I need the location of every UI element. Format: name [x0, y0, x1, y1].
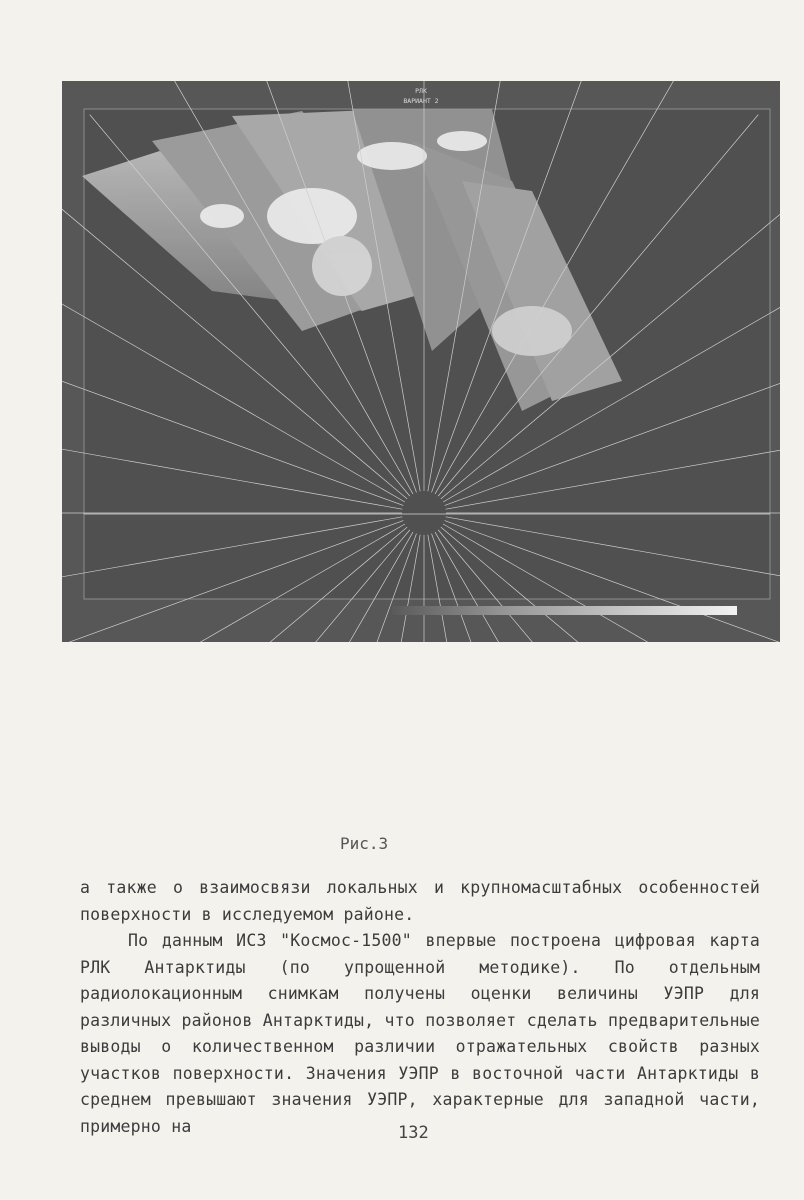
figure-label-line2: ВАРИАНТ 2 — [403, 97, 439, 105]
paragraph-1: а также о взаимосвязи локальных и крупномасштабных особенностей поверхности в исследуемом районе. — [80, 878, 760, 924]
grey-scale-bar — [392, 606, 737, 615]
figure-caption: Рис.3 — [340, 834, 389, 853]
paragraph-2: По данным ИСЗ "Космос-1500" впервые построена цифровая карта РЛК Антарктиды (по упрощенной методике). По отдельным радиолокационным снимкам получены оценки величины УЭПР для различных районов Антарктиды, что позволяет сделать предварительные выводы о количественном различии отражательных свойств разных участков поверхности. Значения УЭПР в восточной части Антарктиды в среднем превышают значения УЭПР, характерные для западной части, примерно на — [80, 931, 760, 1136]
radar-mosaic-figure — [62, 81, 780, 642]
figure-label-line1: РЛК — [415, 87, 427, 95]
radar-mosaic-image — [62, 81, 780, 642]
page-number: 132 — [398, 1123, 429, 1143]
